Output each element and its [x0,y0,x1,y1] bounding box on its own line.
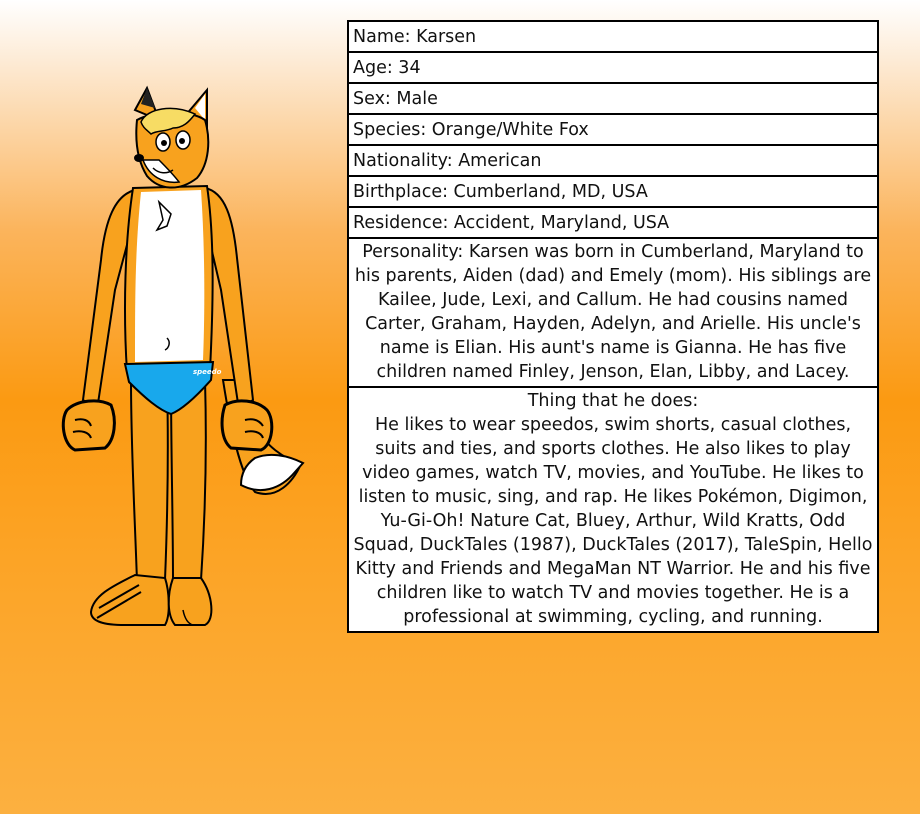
activities-text: He likes to wear speedos, swim shorts, casual clothes, suits and ties, and sports clothes. He also likes to play video games, watch TV, movies, and YouTube. He likes to listen to music, sing, and rap. He likes Pokémon, Digimon, Yu-Gi-Oh! Nature Cat, Bluey, Arthur, Wild Kratts, Odd Squad, DuckTales (1987), DuckTales (2017), TaleSpin, Hello Kitty and Friends and MegaMan NT Warrior. He and his five children like to watch TV and movies together. He is a professional at swimming, cycling, and running. [353,415,873,627]
profile-species: Species: Orange/White Fox [349,115,877,146]
fox-right-foot [169,578,212,625]
activities-heading: Thing that he does: [527,391,699,411]
profile-activities [349,388,877,631]
profile-nationality: Nationality: American [349,146,877,177]
profile-birthplace: Birthplace: Cumberland, MD, USA [349,177,877,208]
fox-head [134,88,208,188]
profile-age: Age: 34 [349,53,877,84]
profile-residence: Residence: Accident, Maryland, USA [349,208,877,239]
character-profile-card [347,20,879,633]
swimsuit-brand-logo: speedo [193,368,222,376]
profile-sex: Sex: Male [349,84,877,115]
fox-left-fist [63,401,114,450]
profile-name: Name: Karsen [349,22,877,53]
fox-character-illustration [55,80,315,640]
fox-left-foot [91,575,169,625]
profile-personality: Personality: Karsen was born in Cumberland, Maryland to his parents, Aiden (dad) and Emely (mom). His siblings are Kailee, Jude, Lexi, and Callum. He had cousins named Carter, Graham, Hayden, Adelyn, and Arielle. His uncle's name is Elian. His aunt's name is Gianna. He has five children named Finley, Jenson, Elan, Libby, and Lacey. [349,239,877,388]
fox-right-fist [222,401,272,450]
